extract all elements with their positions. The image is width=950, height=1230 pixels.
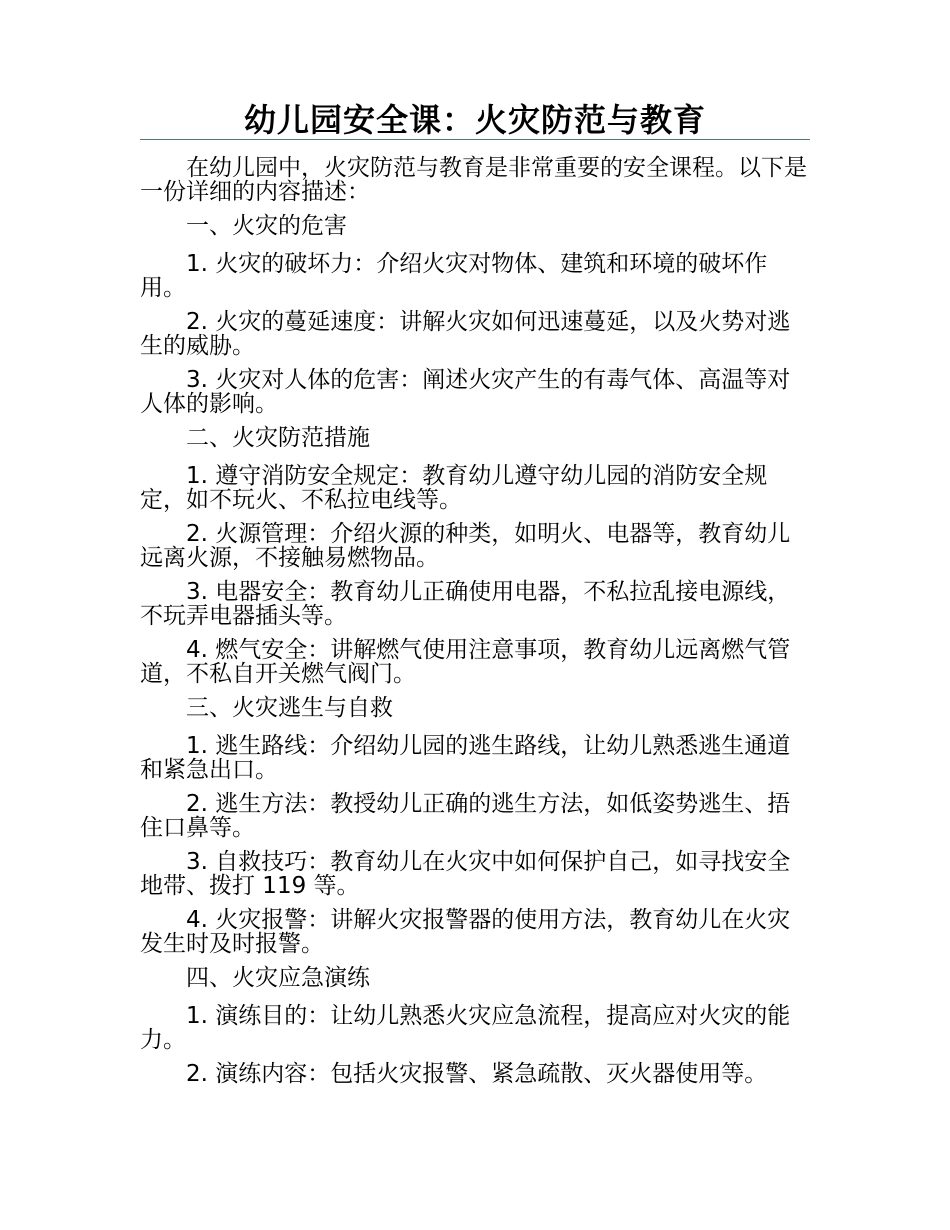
section-item: 1. 遵守消防安全规定：教育幼儿遵守幼儿园的消防安全规定，如不玩火、不私拉电线等。	[140, 463, 768, 513]
section-item: 4. 燃气安全：讲解燃气使用注意事项，教育幼儿远离燃气管道，不私自开关燃气阀门。	[140, 637, 791, 687]
section-heading: 三、火灾逃生与自救	[186, 695, 393, 721]
section-item: 1. 逃生路线：介绍幼儿园的逃生路线，让幼儿熟悉逃生通道和紧急出口。	[140, 733, 791, 783]
section-heading: 二、火灾防范措施	[186, 425, 370, 451]
section-item: 3. 火灾对人体的危害：阐述火灾产生的有毒气体、高温等对人体的影响。	[140, 367, 791, 417]
section-item: 2. 演练内容：包括火灾报警、紧急疏散、灭火器使用等。	[186, 1061, 768, 1087]
section-item: 1. 演练目的：让幼儿熟悉火灾应急流程，提高应对火灾的能力。	[140, 1003, 791, 1053]
section-item: 1. 火灾的破坏力：介绍火灾对物体、建筑和环境的破坏作用。	[140, 251, 768, 301]
section-item: 3. 自救技巧：教育幼儿在火灾中如何保护自己，如寻找安全地带、拨打 119 等。	[140, 849, 791, 899]
section-heading: 一、火灾的危害	[186, 213, 347, 239]
document-body	[140, 156, 810, 1096]
document-title: 幼儿园安全课：火灾防范与教育	[243, 101, 706, 139]
section-item: 2. 火源管理：介绍火源的种类，如明火、电器等，教育幼儿远离火源，不接触易燃物品。	[140, 521, 791, 571]
section-heading: 四、火灾应急演练	[186, 965, 370, 991]
section-item: 3. 电器安全：教育幼儿正确使用电器，不私拉乱接电源线，不玩弄电器插头等。	[140, 579, 791, 629]
intro-paragraph: 在幼儿园中，火灾防范与教育是非常重要的安全课程。以下是一份详细的内容描述：	[140, 155, 807, 205]
section-item: 2. 逃生方法：教授幼儿正确的逃生方法，如低姿势逃生、捂住口鼻等。	[140, 791, 791, 841]
section-item: 2. 火灾的蔓延速度：讲解火灾如何迅速蔓延，以及火势对逃生的威胁。	[140, 309, 791, 359]
section-item: 4. 火灾报警：讲解火灾报警器的使用方法，教育幼儿在火灾发生时及时报警。	[140, 907, 791, 957]
title-underline	[140, 139, 810, 140]
